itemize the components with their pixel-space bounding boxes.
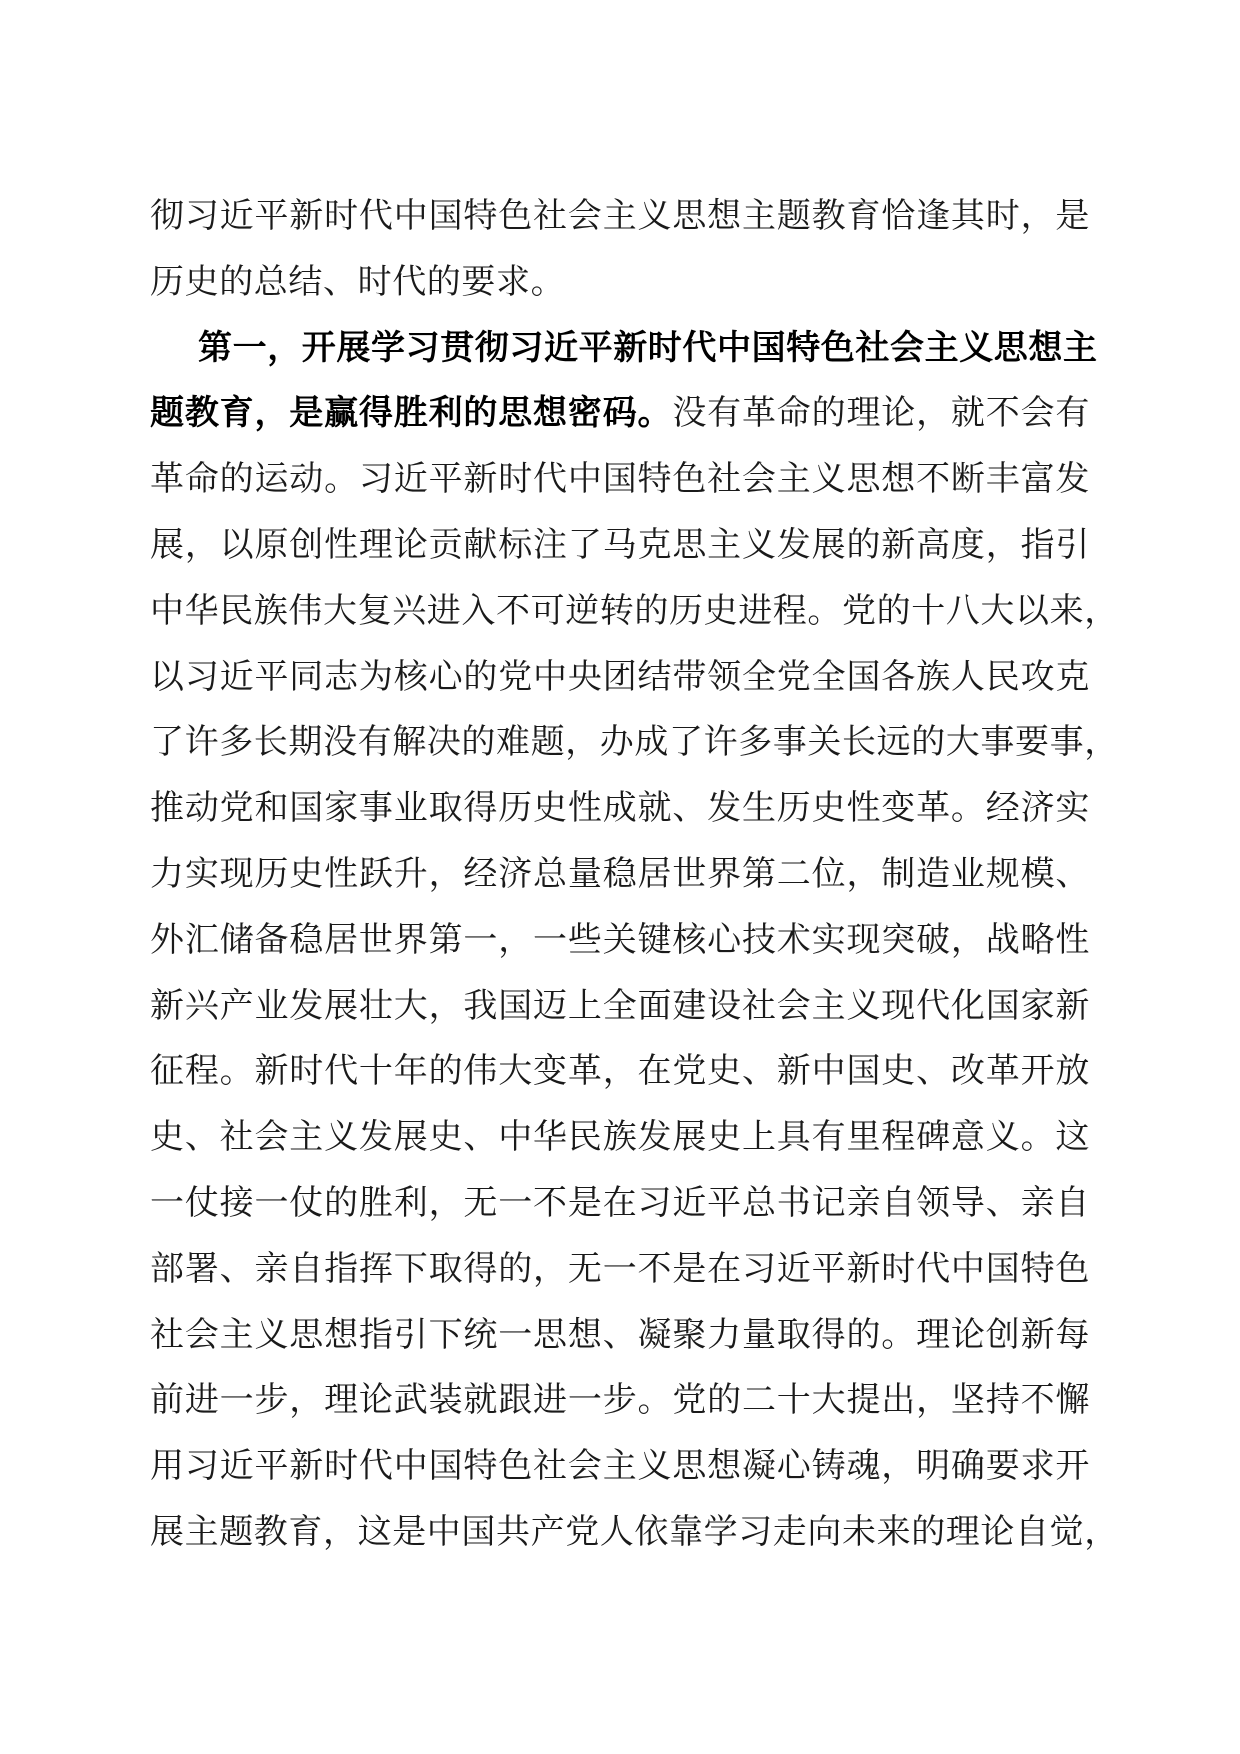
section-heading: 第一，开展学习贯彻习近平新时代中国特色社会主义思想主 <box>198 327 1098 368</box>
line-text: 革命的运动。习近平新时代中国特色社会主义思想不断丰富发 <box>150 459 1090 500</box>
text-line <box>150 1039 1090 1105</box>
line-text: 了许多长期没有解决的难题，办成了许多事关长远的大事要事， <box>150 722 1119 763</box>
line-text: 彻习近平新时代中国特色社会主义思想主题教育恰逢其时，是 <box>150 196 1090 236</box>
line-text: 一仗接一仗的胜利，无一不是在习近平总书记亲自领导、亲自 <box>150 1182 1090 1223</box>
text-line <box>150 1434 1090 1500</box>
line-text: 以习近平同志为核心的党中央团结带领全党全国各族人民攻克 <box>150 656 1090 697</box>
text-line <box>150 1303 1090 1369</box>
text-line <box>150 447 1090 513</box>
text-line <box>150 1171 1090 1237</box>
text-line <box>150 974 1090 1040</box>
text-line <box>150 776 1090 842</box>
body-text <box>150 184 1119 1566</box>
text-line <box>150 1368 1090 1434</box>
text-line <box>150 513 1090 579</box>
line-text: 社会主义思想指引下统一思想、凝聚力量取得的。理论创新每 <box>150 1314 1090 1355</box>
line-text: 外汇储备稳居世界第一，一些关键核心技术实现突破，战略性 <box>150 919 1090 960</box>
section-heading: 题教育，是赢得胜利的思想密码。 <box>150 393 673 434</box>
line-text: 没有革命的理论，就不会有 <box>672 393 1090 434</box>
line-text: 历史的总结、时代的要求。 <box>150 261 566 302</box>
section-heading-line <box>150 316 1098 382</box>
text-line <box>150 1105 1090 1171</box>
text-line <box>150 645 1090 711</box>
text-line <box>150 579 1119 645</box>
line-text: 展，以原创性理论贡献标注了马克思主义发展的新高度，指引 <box>150 524 1090 565</box>
text-line <box>150 842 1090 908</box>
text-line <box>150 1237 1090 1303</box>
text-line <box>150 1500 1119 1566</box>
line-text: 中华民族伟大复兴进入不可逆转的历史进程。党的十八大以来， <box>150 590 1119 631</box>
line-text: 力实现历史性跃升，经济总量稳居世界第二位，制造业规模、 <box>150 853 1090 894</box>
line-text: 推动党和国家事业取得历史性成就、发生历史性变革。经济实 <box>150 788 1090 829</box>
line-text: 展主题教育，这是中国共产党人依靠学习走向未来的理论自觉， <box>150 1511 1119 1552</box>
text-line <box>150 710 1119 776</box>
text-line <box>150 381 1090 447</box>
text-line <box>150 250 1090 316</box>
line-text: 部署、亲自指挥下取得的，无一不是在习近平新时代中国特色 <box>150 1248 1090 1289</box>
text-line <box>150 184 1090 250</box>
line-text: 史、社会主义发展史、中华民族发展史上具有里程碑意义。这 <box>150 1117 1090 1158</box>
text-line <box>150 908 1090 974</box>
line-text: 用习近平新时代中国特色社会主义思想凝心铸魂，明确要求开 <box>150 1446 1090 1487</box>
line-text: 前进一步，理论武装就跟进一步。党的二十大提出，坚持不懈 <box>150 1380 1090 1421</box>
line-text: 征程。新时代十年的伟大变革，在党史、新中国史、改革开放 <box>150 1051 1090 1092</box>
line-text: 新兴产业发展壮大，我国迈上全面建设社会主义现代化国家新 <box>150 985 1090 1026</box>
